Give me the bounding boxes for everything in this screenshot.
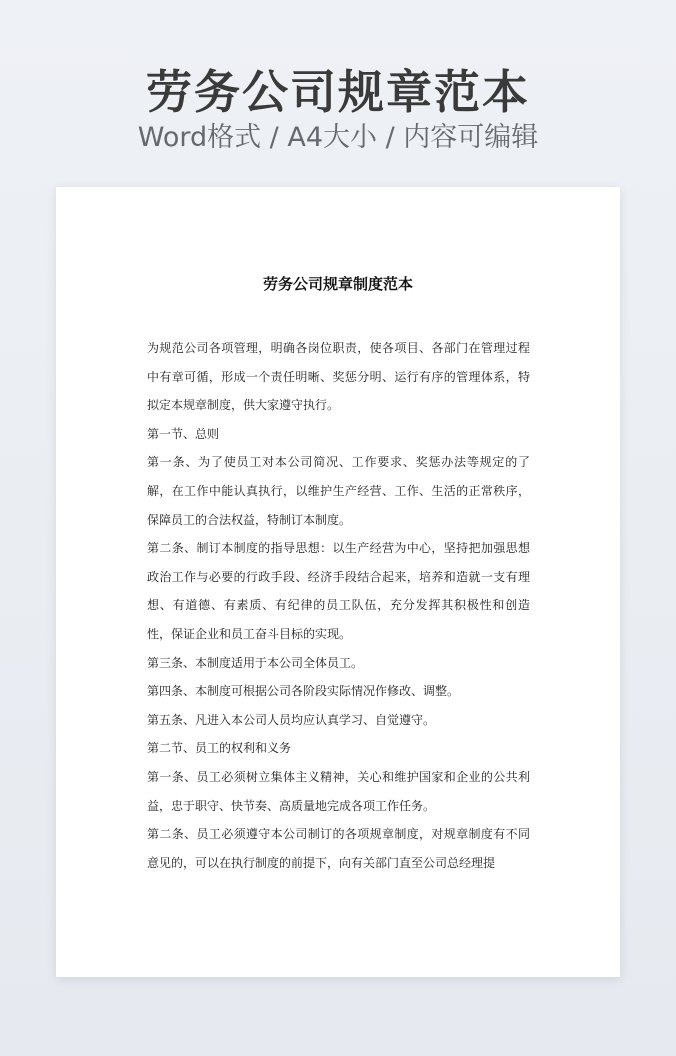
paragraph-article: 第五条、凡进入本公司人员均应认真学习、自觉遵守。 xyxy=(147,712,436,727)
banner-title: 劳务公司规章范本 xyxy=(146,65,530,119)
paragraph-article: 第一条、为了使员工对本公司简况、工作要求、奖惩办法等规定的了解，在工作中能认真执行，以维护生产经营、工作、生活的正常秩序，保障员工的合法权益，特制订本制度。 xyxy=(147,455,530,527)
paragraph-intro: 为规范公司各项管理，明确各岗位职责，使各项目、各部门在管理过程中有章可循，形成一个责任明晰、奖惩分明、运行有序的管理体系，特拟定本规章制度，供大家遵守执行。 xyxy=(147,341,530,413)
paragraph-article: 第二条、制订本制度的指导思想：以生产经营为中心，坚持把加强思想政治工作与必要的行政手段、经济手段结合起来，培养和造就一支有理想、有道德、有素质、有纪律的员工队伍，充分发挥其积极性和创造性，保证企业和员工奋斗目标的实现。 xyxy=(147,541,530,641)
paragraph-article: 第四条、本制度可根据公司各阶段实际情况作修改、调整。 xyxy=(147,684,460,699)
banner-subtitle: Word格式 / A4大小 / 内容可编辑 xyxy=(137,122,539,153)
section-heading: 第一节、总则 xyxy=(147,426,220,441)
paragraph-article: 第三条、本制度适用于本公司全体员工。 xyxy=(147,655,364,670)
document-title: 劳务公司规章制度范本 xyxy=(262,275,413,293)
paragraph-article: 第一条、员工必须树立集体主义精神，关心和维护国家和企业的公共利益，忠于职守、快节奏、高质量地完成各项工作任务。 xyxy=(147,769,530,813)
section-heading: 第二节、员工的权利和义务 xyxy=(147,741,292,756)
document-body xyxy=(147,334,530,877)
document-page xyxy=(56,187,620,977)
paragraph-article: 第二条、员工必须遵守本公司制订的各项规章制度，对规章制度有不同意见的，可以在执行制度的前提下，向有关部门直至公司总经理提 xyxy=(147,827,530,870)
